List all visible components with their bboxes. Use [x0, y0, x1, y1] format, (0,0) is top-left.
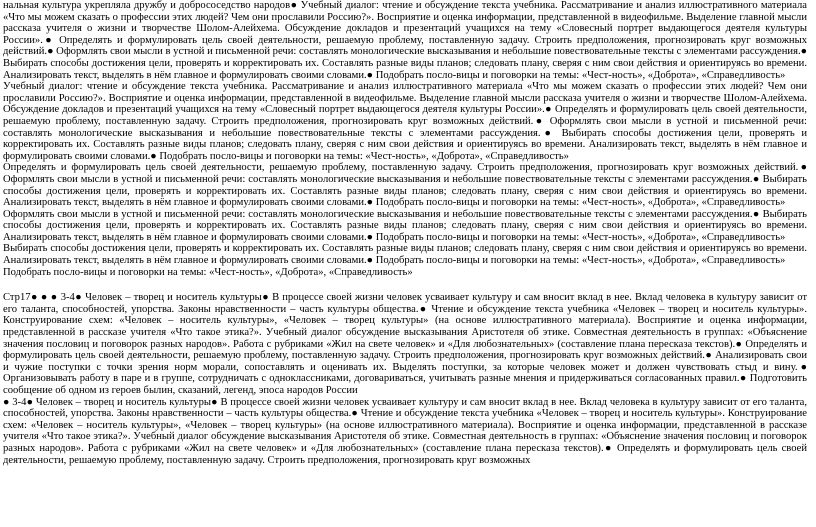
paragraph-2: Учебный диалог: чтение и обсуждение текста учебника. Рассматривание и анализ иллюстративного материала «Что мы можем сказать о профессии этих людей? Чем они прославили Россию?». Восприятие и оценка информации, представленной в видеофильме. Выделение главной мысли рассказа учителя о жизни и творчестве Шолом-Алейхема. Обсуждение докладов и презентаций учащихся на тему «Словесный портрет выдающегося деятеля культуры России».● Определять и формулировать цель своей деятельности, решаемую проблему, поставленную задачу. Строить предположения, прогнозировать круг возможных действий.● Оформлять свои мысли в устной и письменной речи: составлять монологические высказывания и небольшие повествовательные тексты с элементами рассуждения.● Выбирать способы достижения цели, проверять и корректировать их. Составлять разные виды планов; следовать плану, сверяя с ним свои действия и ориентируясь во времени. Анализировать текст, выделять в нём главное и формулировать своими словами.● Подобрать посло-вицы и поговорки на темы: «Чест-ность», «Доброта», «Справедливость» [3, 81, 807, 162]
paragraph-6: Подобрать посло-вицы и поговорки на темы: «Чест-ность», «Доброта», «Справедливость» [3, 266, 413, 278]
paragraph-3: Определять и формулировать цель своей деятельности, решаемую проблему, поставленную задачу. Строить предположения, прогнозировать круг возможных действий.● Оформлять свои мысли в устной и письменной речи: составлять монологические высказывания и небольшие повествовательные тексты с элементами рассуждения.● Выбирать способы достижения цели, проверять и корректировать их. Составлять разные виды планов; следовать плану, сверяя с ним свои действия и ориентируясь во времени. Анализировать текст, выделять в нём главное и формулировать своими словами.● Подобрать посло-вицы и поговорки на темы: «Чест-ность», «Доброта», «Справедливость» [3, 162, 807, 209]
paragraph-1: нальная культура укрепляла дружбу и добрососедство народов● Учебный диалог: чтение и обсуждение текста учебника. Рассматривание и анализ иллюстративного материала «Что мы можем сказать о профессии этих людей? Чем они прославили Россию?». Восприятие и оценка информации, представленной в видеофильме. Выделение главной мысли рассказа учителя о жизни и творчестве Шолом-Алейхема. Обсуждение докладов и презентаций учащихся на тему «Словесный портрет выдающегося деятеля культуры России».● Определять и формулировать цель своей деятельности, решаемую проблему, поставленную задачу. Строить предположения, прогнозировать круг возможных действий.● Оформлять свои мысли в устной и письменной речи: составлять монологические высказывания и небольшие повествовательные тексты с элементами рассуждения.● Выбирать способы достижения цели, проверять и корректировать их. Составлять разные виды планов; следовать плану, сверяя с ним свои действия и ориентируясь во времени. Анализировать текст, выделять в нём главное и формулировать своими словами.● Подобрать посло-вицы и поговорки на темы: «Чест-ность», «Доброта», «Справедливость» [3, 0, 807, 81]
paragraph-4: Оформлять свои мысли в устной и письменной речи: составлять монологические высказывания и небольшие повествовательные тексты с элементами рассуждения.● Выбирать способы достижения цели, проверять и корректировать их. Составлять разные виды планов; следовать плану, сверяя с ним свои действия и ориентируясь во времени. Анализировать текст, выделять в нём главное и формулировать своими словами.● Подобрать посло-вицы и поговорки на темы: «Чест-ность», «Доброта», «Справедливость» [3, 208, 807, 243]
paragraph-7: Стр17● ● ● 3-4● Человек – творец и носитель культуры● В процессе своей жизни человек усваивает культуру и сам вносит вклад в нее. Вклад человека в культуру зависит от его таланта, способностей, упорства. Законы нравственности – часть культуры общества.● Чтение и обсуждение текста учебника «Человек – творец и носитель культуры». Конструирование схем: «Человек – носитель культуры», «Человек – творец культуры» (на основе иллюстративного материала). Восприятие и оценка информации, представленной в рассказе учителя «Что такое этика?». Учебный диалог обсуждение высказывания Аристотеля об этике. Совместная деятельность в группах: «Объяснение значения пословиц и поговорок разных народов». Работа с рубриками «Жил на свете человек» и «Для любознательных» (составление плана пересказа текстов).● Определять и формулировать цель своей деятельности, решаемую проблему, поставленную задачу. Строить предположения, прогнозировать круг возможных действий.● Анализировать свои и чужие поступки с точки зрения норм морали, сопоставлять и оценивать их. Выделять поступки, за которые человек может и должен чувствовать стыд и вину.● Организовывать работу в паре и в группе, сотрудничать с одноклассниками, договариваться, учитывать разные мнения и придерживаться согласованных правил.● Подготовить сообщение об одном из героев былин, сказаний, легенд, эпоса народов России [3, 292, 807, 396]
paragraph-8: ● 3-4● Человек – творец и носитель культуры● В процессе своей жизни человек усваивает культуру и сам вносит вклад в нее. Вклад человека в культуру зависит от его таланта, способностей, упорства. Законы нравственности – часть культуры общества.● Чтение и обсуждение текста учебника «Человек – творец и носитель культуры». Конструирование схем: «Человек – носитель культуры», «Человек – творец культуры» (на основе иллюстративного материала). Восприятие и оценка информации, представленной в рассказе учителя «Что такое этика?». Учебный диалог обсуждение высказывания Аристотеля об этике. Совместная деятельность в группах: «Объяснение значения пословиц и поговорок разных народов». Работа с рубриками «Жил на свете человек» и «Для любознательных» (составление плана пересказа текстов).● Определять и формулировать цель своей деятельности, решаемую проблему, поставленную задачу. Строить предположения, прогнозировать круг возможных [3, 396, 807, 466]
paragraph-5: Выбирать способы достижения цели, проверять и корректировать их. Составлять разные виды планов; следовать плану, сверяя с ним свои действия и ориентируясь во времени. Анализировать текст, выделять в нём главное и формулировать своими словами.● Подобрать посло-вицы и поговорки на темы: «Чест-ность», «Доброта», «Справедливость» [3, 243, 807, 267]
section-gap [3, 278, 807, 292]
